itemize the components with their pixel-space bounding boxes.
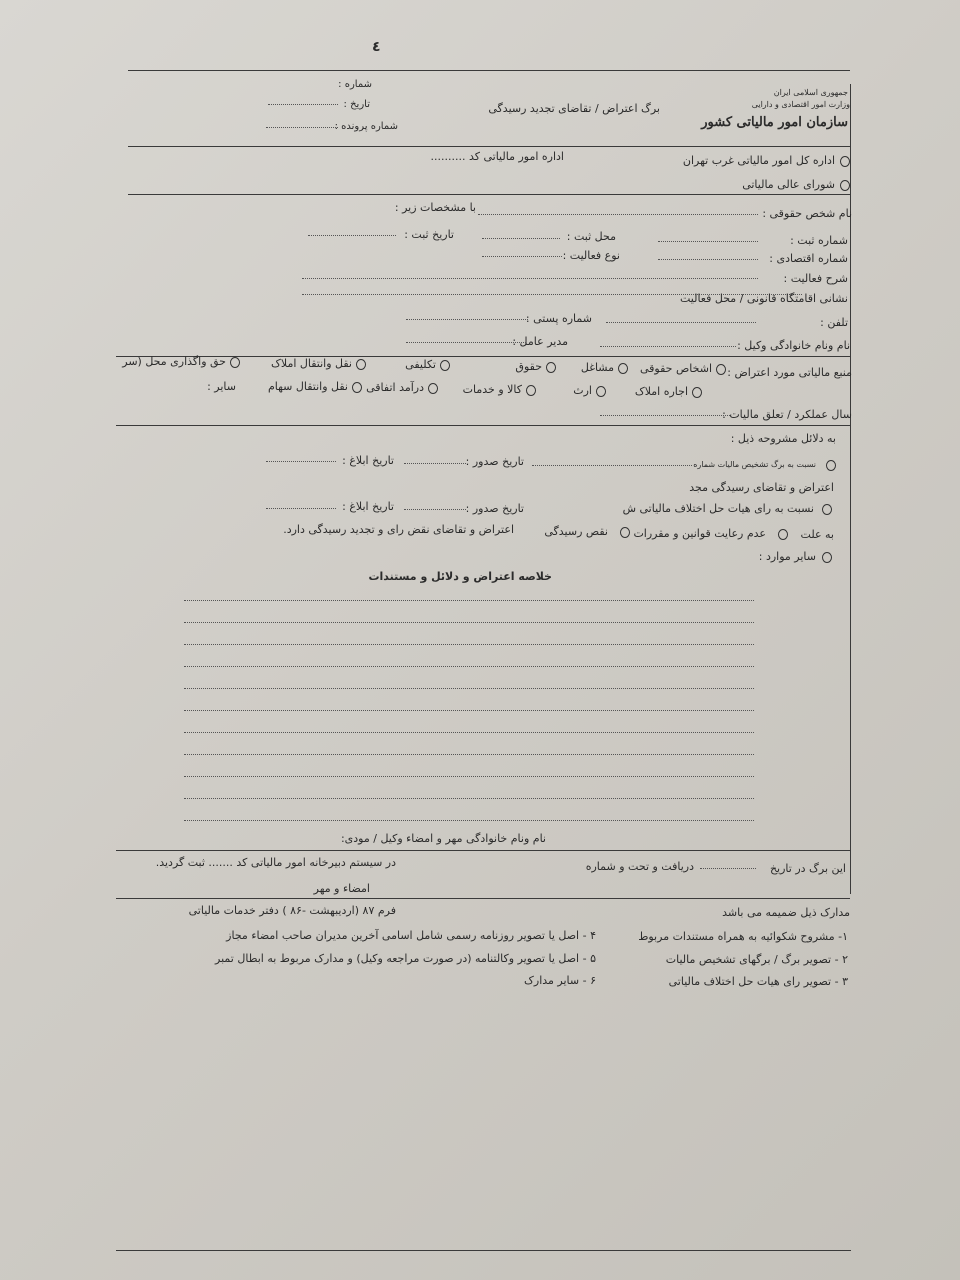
org-name: سازمان امور مالیاتی کشور	[701, 115, 848, 130]
summary-line[interactable]	[184, 688, 754, 689]
opt2-notice-date-label: تاریخ ابلاغ :	[342, 500, 394, 513]
reg-number-field[interactable]	[658, 241, 758, 242]
org-line1: جمهوری اسلامی ایران	[773, 88, 848, 97]
signature-label: نام ونام خانوادگی مهر و امضاء وکیل / مودی:	[340, 832, 546, 845]
attachment-1: ۱- مشروح شکوائیه به همراه مستندات مربوط	[638, 930, 848, 943]
tax-source-label: منبع مالیاتی مورد اعتراض :	[727, 366, 852, 379]
divider	[116, 898, 850, 899]
tax-source-option-5: نقل وانتقال املاک	[271, 357, 352, 370]
summary-line[interactable]	[184, 710, 754, 711]
summary-title: خلاصه اعتراض و دلائل و مستندات	[368, 570, 552, 583]
file-number-field[interactable]	[266, 127, 338, 128]
tax-source-radio-7[interactable]	[692, 387, 702, 398]
file-number-label: شماره پرونده :	[334, 121, 398, 132]
general-office-label: اداره کل امور مالیاتی غرب تهران	[682, 154, 835, 167]
phone-field[interactable]	[606, 322, 756, 323]
reasons-intro: به دلائل مشروحه ذیل :	[730, 432, 836, 445]
tax-source-option-4: تکلیفی	[405, 358, 436, 371]
opt2-radio[interactable]	[822, 504, 832, 515]
tax-source-radio-2[interactable]	[618, 363, 628, 374]
postal-code-field[interactable]	[406, 319, 528, 320]
summary-line[interactable]	[184, 754, 754, 755]
opt1-issue-date-label: تاریخ صدور :	[465, 455, 524, 468]
economic-number-label: شماره اقتصادی :	[769, 252, 848, 265]
divider	[116, 850, 850, 851]
opt2-issue-date-field[interactable]	[404, 509, 466, 510]
attachment-3: ۳ - تصویر رای هیات حل اختلاف مالیاتی	[668, 975, 848, 988]
summary-line[interactable]	[184, 732, 754, 733]
summary-line[interactable]	[184, 820, 754, 821]
tax-source-radio-1[interactable]	[716, 364, 726, 375]
reg-date-label: تاریخ ثبت :	[404, 228, 454, 241]
tax-source-option-11: نقل وانتقال سهام	[267, 380, 348, 393]
office-code-label: اداره امور مالیاتی کد ..........	[430, 150, 564, 163]
summary-line[interactable]	[184, 776, 754, 777]
opt1-radio[interactable]	[826, 460, 836, 471]
company-name-field[interactable]	[478, 214, 758, 215]
reg-place-field[interactable]	[482, 238, 560, 239]
divider	[128, 146, 850, 147]
opt1-notice-date-field[interactable]	[266, 461, 336, 462]
economic-number-field[interactable]	[658, 259, 758, 260]
tax-source-option-3: حقوق	[515, 360, 542, 373]
tax-source-radio-10[interactable]	[428, 383, 438, 394]
tax-source-option-9: کالا و خدمات	[462, 383, 522, 396]
summary-line[interactable]	[184, 666, 754, 667]
review-label: نقص رسیدگی	[544, 525, 608, 538]
activity-desc-field[interactable]	[302, 278, 758, 279]
attachment-4: ۴ - اصل یا تصویر روزنامه رسمی شامل اسامی آخرین مدیران صاحب امضاء مجاز	[226, 929, 596, 942]
fiscal-year-field[interactable]	[600, 415, 730, 416]
reg-date-field[interactable]	[308, 235, 396, 236]
receipt-register-label: در سیستم دبیرخانه امور مالیاتی کد ....... ثبت گردید.	[155, 856, 396, 869]
summary-line[interactable]	[184, 644, 754, 645]
tax-source-radio-5[interactable]	[356, 359, 366, 370]
divider	[116, 356, 850, 357]
tax-source-radio-6[interactable]	[230, 357, 240, 368]
number-label: شماره :	[338, 79, 372, 90]
attachment-2: ۲ - تصویر برگ / برگهای تشخیص مالیات	[665, 953, 848, 966]
date-label: تاریخ :	[343, 99, 370, 110]
tax-source-option-6: حق واگذاری محل (سر	[122, 355, 226, 368]
page-mark: ٤	[372, 39, 381, 55]
reg-place-label: محل ثبت :	[566, 230, 616, 243]
summary-line[interactable]	[184, 600, 754, 601]
opt1-label: نسبت به برگ تشخیص مالیات شماره	[693, 460, 816, 469]
tax-source-other: سایر :	[207, 380, 236, 393]
other-label: سایر موارد :	[758, 550, 816, 563]
right-border	[850, 84, 851, 894]
form-reference: فرم ۸۷ (اردیبهشت -۸۶ ) دفتر خدمات مالیاتی	[188, 904, 396, 917]
attorney-field[interactable]	[600, 346, 736, 347]
summary-line[interactable]	[184, 798, 754, 799]
form-title: برگ اعتراض / تقاضای تجدید رسیدگی	[488, 102, 660, 115]
tax-source-radio-4[interactable]	[440, 360, 450, 371]
opt2-notice-date-field[interactable]	[266, 508, 336, 509]
bottom-border	[116, 1250, 851, 1251]
postal-code-label: شماره پستی :	[525, 312, 592, 325]
reg-number-label: شماره ثبت :	[790, 234, 848, 247]
ceo-field[interactable]	[406, 342, 526, 343]
tax-source-radio-11[interactable]	[352, 382, 362, 393]
opt1-number-field[interactable]	[532, 465, 692, 466]
attachment-5: ۵ - اصل یا تصویر وکالتنامه (در صورت مراجعه وکیل) و مدارک مربوط به ابطال تمبر	[215, 952, 596, 965]
receipt-number-label: دریافت و تحت و شماره	[585, 860, 694, 873]
divider	[128, 194, 850, 195]
summary-line[interactable]	[184, 622, 754, 623]
tax-source-radio-8[interactable]	[596, 386, 606, 397]
opt1-notice-date-label: تاریخ ابلاغ :	[342, 454, 394, 467]
review-radio[interactable]	[620, 527, 630, 538]
top-border	[128, 70, 850, 71]
tax-source-option-8: ارث	[573, 384, 592, 397]
specs-label: با مشخصات زیر :	[394, 201, 476, 214]
activity-desc-label: شرح فعالیت :	[783, 272, 848, 285]
appeal-text: اعتراض و تقاضای نقض رای و تجدید رسیدگی دارد.	[283, 523, 514, 536]
divider	[116, 425, 850, 426]
org-line2: وزارت امور اقتصادی و دارایی	[751, 100, 850, 109]
tax-source-option-2: مشاغل	[580, 361, 614, 374]
law-label: عدم رعایت قوانین و مقررات	[633, 527, 766, 540]
because-label: به علت	[800, 528, 834, 541]
receipt-date-field[interactable]	[700, 868, 756, 869]
tax-source-option-7: اجاره املاک	[634, 385, 688, 398]
receipt-sign-label: امضاء و مهر	[313, 882, 370, 895]
tax-source-option-10: درآمد اتفاقی	[366, 381, 424, 394]
high-council-label: شورای عالی مالیاتی	[742, 178, 835, 191]
activity-type-label: نوع فعالیت :	[562, 249, 620, 262]
tax-source-option-1: اشخاص حقوقی	[640, 362, 712, 375]
high-council-radio[interactable]	[840, 180, 850, 191]
attachments-title: مدارک ذیل ضمیمه می باشد	[722, 906, 850, 919]
fiscal-year-label: سال عملکرد / تعلق مالیات :	[722, 408, 852, 421]
attachment-6: ۶ - سایر مدارک	[524, 974, 596, 987]
tax-source-radio-9[interactable]	[526, 385, 536, 396]
activity-type-field[interactable]	[482, 256, 562, 257]
attorney-label: نام ونام خانوادگی وکیل :	[737, 339, 850, 352]
date-field[interactable]	[268, 104, 338, 105]
opt1-tail: اعتراض و تقاضای رسیدگی مجد	[689, 481, 834, 494]
ceo-label: مدیر عامل :	[512, 335, 568, 348]
opt1-issue-date-field[interactable]	[404, 463, 466, 464]
tax-source-radio-3[interactable]	[546, 362, 556, 373]
general-office-radio[interactable]	[840, 156, 850, 167]
opt2-issue-date-label: تاریخ صدور :	[465, 502, 524, 515]
opt2-label: نسبت به رای هیات حل اختلاف مالیاتی ش	[622, 502, 814, 515]
address-label: نشانی اقامتگاه قانونی / محل فعالیت	[679, 292, 848, 305]
other-radio[interactable]	[822, 552, 832, 563]
law-radio[interactable]	[778, 529, 788, 540]
company-name-label: نام شخص حقوقی :	[762, 207, 852, 220]
phone-label: تلفن :	[820, 316, 848, 329]
receipt-date-label: این برگ در تاریخ	[769, 862, 846, 875]
